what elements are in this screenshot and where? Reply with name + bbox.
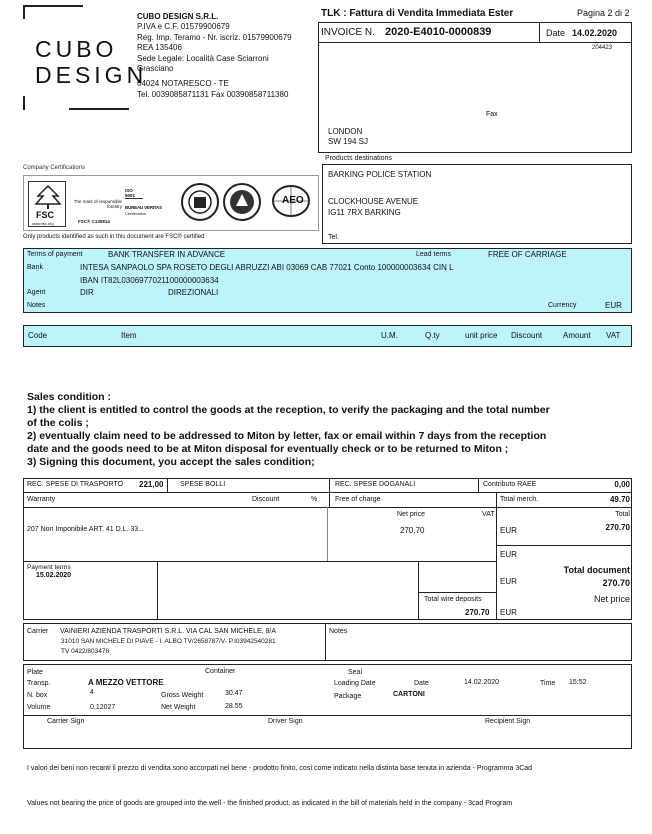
loading-time: 15:52 [569,679,587,686]
terms-agent: DIR [80,288,94,297]
net-price-label: Net price [397,511,426,518]
total-merch-value: 49.70 [609,495,630,504]
logo [23,5,148,110]
gross-label: Gross Weight [161,692,204,699]
net-price-2: Net price [593,594,630,604]
total-document-label: Total document [563,565,630,575]
nbox-label: N. box [27,692,48,699]
bolli-label: SPESE BOLLI [180,481,226,488]
terms-iban: IBAN IT82L0306977021100000003634 [80,276,219,285]
vat-label: VAT [482,511,495,518]
invoice-label: INVOICE N. [321,27,375,38]
destination-label: Products destinations [325,155,392,162]
volume-value: 0,12027 [90,704,116,711]
carrier-text2: 31010 SAN MICHELE DI PIAVE - I. ALBO TV/2658787/V- P.I03942540281 [61,638,276,645]
wire-value: 270.70 [465,608,490,617]
sales-condition-1: 1) the client is entitled to control the goods at the reception, to verify the packaging and the total number of the colis ; [27,404,550,429]
eur-3: EUR [500,577,517,586]
vat-text: 207 Non Imponibile ART. 41 D.L. 33... [27,526,144,533]
net-weight-value: 28.55 [225,703,243,710]
company-city: 64024 NOTARESCO - TE [137,79,229,89]
col-vat: VAT [606,331,621,340]
accredia-seal-icon [222,182,262,222]
volume-label: Volume [27,704,51,711]
customer-line1: LONDON [328,127,363,136]
company-sede: Sede Legale: Località Case Sciarroni [137,53,269,63]
wire-label: Total wire deposits [424,596,482,603]
free-label: Free of charge [335,496,381,503]
sales-conditions [27,391,627,469]
net-weight-label: Net Weight [161,704,196,711]
eur-4: EUR [500,608,517,617]
seal-label: Seal [348,669,363,676]
total-document-value: 270.70 [602,578,630,588]
aeo-text: AEO [282,195,304,206]
doc-code: 204423 [592,45,613,51]
carrier-notes-label: Notes [329,628,348,635]
destination-line1: BARKING POLICE STATION [328,170,432,179]
time-label: Time [540,680,556,687]
page-number: Pagina 2 di 2 [577,8,630,18]
raee-label: Contributo RAEE [483,481,537,488]
trasporto-label: REC. SPESE DI TRASPORTO [27,481,124,488]
carrier-text3: TV 0422/803478 [61,648,110,655]
col-item: Item [121,331,137,340]
footer-italian: I valori dei beni non recanti il prezzo di vendita sono accorpati nel bene - prodotto finito, così come indicato nella distinta base tenuta in azienda - Programma 3Cad [27,765,533,772]
eur-2: EUR [500,550,517,559]
destination-line2: CLOCKHOUSE AVENUE [328,197,419,206]
terms-currency-label: Currency [548,302,577,309]
customer-address [328,127,368,147]
discount-label: Discount [252,496,280,503]
logo-line2: DESIGN [35,62,148,88]
raee-value: 0,00 [614,480,630,489]
ukas-seal-icon [180,182,220,222]
total-label: Total [615,511,630,518]
invoice-date: 14.02.2020 [572,28,618,38]
package-label: Package [334,693,362,700]
fsc-note: Only products identified as such in this document are FSC® certified [23,234,205,240]
terms-currency: EUR [605,301,622,310]
sales-title: Sales condition : [27,391,112,403]
date-label: Date [546,28,566,38]
loading-label: Loading Date [334,680,376,687]
plate-label: Plate [27,669,43,676]
aeo-logo [270,184,312,218]
company-phone: Tel. 0039085871131 Fax 00390858711380 [137,89,289,99]
driver-sign: Driver Sign [268,718,303,725]
company-rea: REA 135406 [137,43,182,53]
terms-payment: BANK TRANSFER IN ADVANCE [108,250,226,259]
transp-label: Transp. [27,680,51,687]
terms-lead-label: Lead terms [416,251,452,258]
sales-condition-2: 2) eventually claim need to be addressed to Miton by letter, fax or email within 7 days from the reception date and the goods need to be at Miton disposal for eventually check or to be returned to Miton ; [27,430,547,455]
gross-value: 30.47 [225,690,243,697]
bureau-veritas-logo [125,188,180,220]
carrier-text1: VAINIERI AZIENDA TRASPORTI S.R.L. VIA CAL SAN MICHELE, 8/A [60,628,277,635]
fsc-text: FSC [36,210,54,220]
nbox-value: 4 [90,689,94,696]
fsc-code: FSC® C130814 [78,219,110,224]
terms-lead: FREE OF CARRIAGE [488,250,567,259]
bv-label: BUREAU VERITAS [125,205,162,210]
company-info [137,12,292,100]
payment-terms-label: Payment terms [27,564,71,571]
terms-payment-label: Terms of payment [27,251,83,258]
company-reg: Reg. Imp. Teramo - Nr. iscriz. 01579900679 [137,32,292,42]
payment-date: 15.02.2020 [36,572,72,579]
carrier-sign: Carrier Sign [47,718,85,725]
loading-date: 14.02.2020 [464,679,500,686]
certs-label: Company Certifications [23,165,86,171]
tree-icon [30,184,66,210]
invoice-number: 2020-E4010-0000839 [385,26,492,38]
col-um: U.M. [381,331,398,340]
company-piva: P.IVA e C.F. 01579900679 [137,22,230,32]
fsc-logo [28,181,66,227]
terms-bank-label: Bank [27,264,43,271]
container-label: Container [205,668,236,675]
total-value: 270.70 [605,523,630,532]
total-merch-label: Total merch. [500,496,539,503]
net-price-value: 270,70 [400,526,425,535]
footer-english: Values not bearing the price of goods are grouped into the well - the finished product, as indicated in the bill of materials held in the company - 3cad Program [27,800,513,807]
carrier-label: Carrier [27,628,49,635]
terms-agent-label: Agent [27,289,46,296]
fsc-small: www.fsc.org [32,221,54,226]
company-locality: Grasciano [137,64,174,74]
package-value: CARTONI [393,691,425,698]
doganali-label: REC. SPESE DOGANALI [335,481,416,488]
transp-value: A MEZZO VETTORE [88,678,164,687]
logo-line1: CUBO [35,36,118,62]
doc-title: TLK : Fattura di Vendita Immediata Ester [321,8,514,19]
company-name: CUBO DESIGN S.R.L. [137,12,219,21]
col-qty: Q.ty [425,331,440,340]
fsc-mark: The mark of responsible forestry [73,199,122,209]
fax-label: Fax [486,111,498,118]
pct-label: % [311,496,318,503]
iso-label: ISO 9001 [125,188,143,199]
eur-1: EUR [500,526,517,535]
terms-notes-label: Notes [27,302,46,309]
sales-condition-3: 3) Signing this document, you accept the sales condition; [27,456,315,468]
customer-line2: SW 194 SJ [328,137,369,146]
trasporto-value: 221,00 [139,480,164,489]
col-discount: Discount [511,331,543,340]
col-unit-price: unit price [465,331,498,340]
destination-line3: IG11 7RX BARKING [328,208,401,217]
terms-agent2: DIREZIONALI [168,288,219,297]
destination-address [328,196,418,218]
date-label-2: Date [414,680,429,687]
col-code: Code [28,331,48,340]
destination-tel: Tel. [328,234,339,241]
bv-sub: Certification [125,211,147,216]
col-amount: Amount [563,331,591,340]
terms-bank: INTESA SANPAOLO SPA ROSETO DEGLI ABRUZZI ABI 03069 CAB 77021 Conto 100000003634 CIN L [80,263,454,272]
recipient-sign: Recipient Sign [485,718,531,725]
warranty-label: Warranty [27,496,56,503]
